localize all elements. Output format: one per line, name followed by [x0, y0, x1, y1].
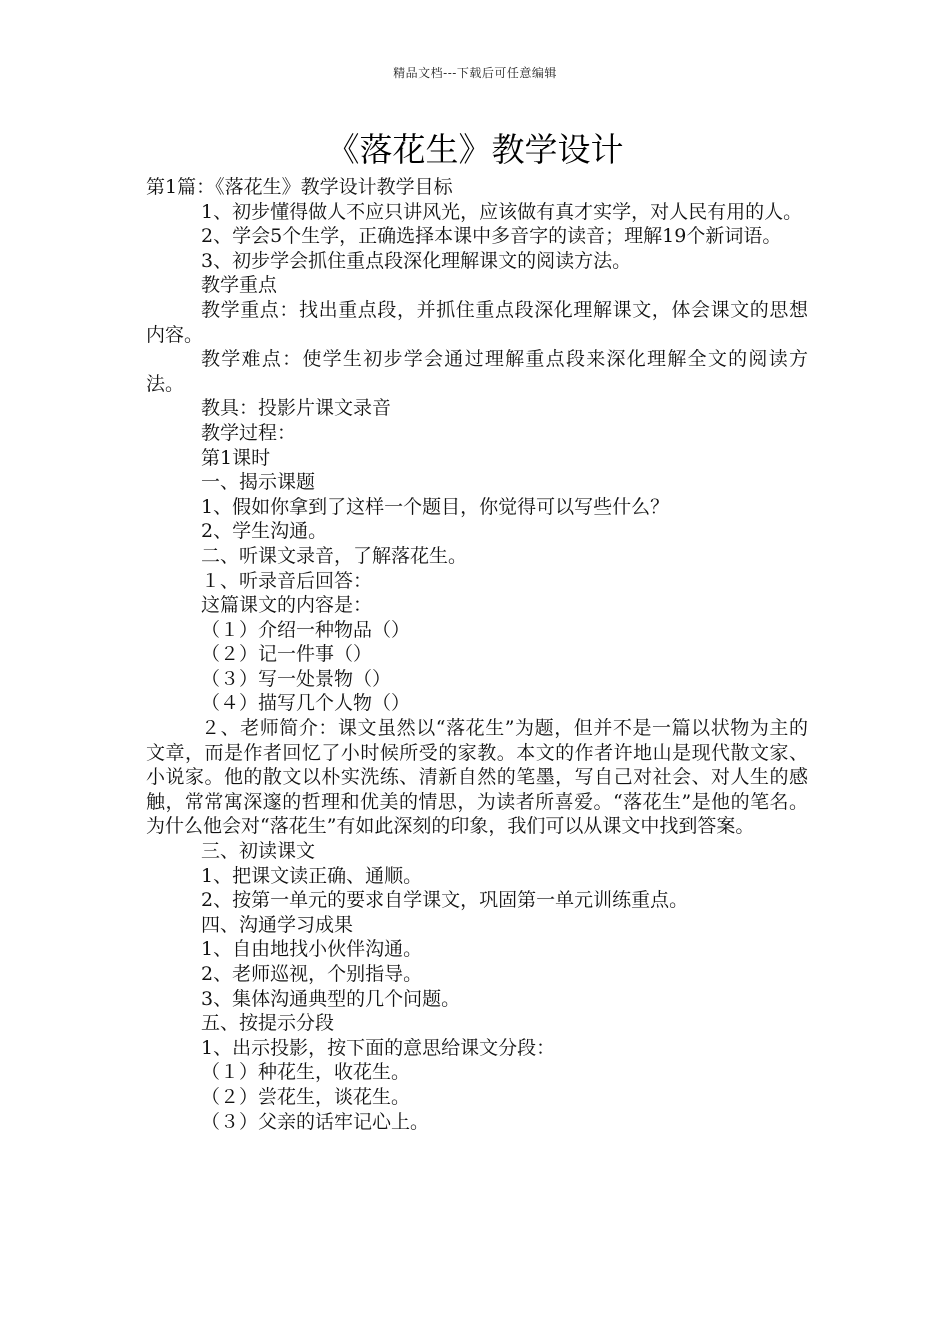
list-item: 2、老师巡视，个别指导。 — [201, 963, 423, 985]
paragraph: 第1课时 — [201, 446, 271, 469]
paragraph: 教学难点：使学生初步学会通过理解重点段来深化理解全文的阅读方法。 — [146, 348, 808, 395]
page-header: 精品文档---下载后可任意编辑 — [393, 66, 557, 80]
list-item: 1、自由地找小伙伴沟通。 — [201, 938, 423, 961]
option-item: （１）种花生，收花生。 — [201, 1061, 411, 1084]
section-heading: 第1篇：《落花生》教学设计教学目标 — [146, 176, 453, 198]
list-item: 1、出示投影，按下面的意思给课文分段： — [201, 1036, 556, 1059]
list-item: 1、假如你拿到了这样一个题目，你觉得可以写些什么？ — [201, 495, 670, 518]
subheading: 四、沟通学习成果 — [201, 913, 354, 936]
option-item: （３）写一处景物（） — [201, 667, 392, 690]
paragraph: 教学重点：找出重点段，并抓住重点段深化理解课文，体会课文的思想内容。 — [146, 298, 808, 346]
list-item: 2、学生沟通。 — [201, 520, 328, 543]
objective-item: 2、学会5个生学，正确选择本课中多音字的读音；理解19个新词语。 — [201, 225, 782, 248]
objective-item: 1、初步懂得做人不应只讲风光，应该做有真才实学，对人民有用的人。 — [201, 200, 803, 223]
paragraph: ２、老师简介：课文虽然以“落花生”为题，但并不是一篇以状物为主的文章，而是作者回忆了小时候所受的家教。本文的作者许地山是现代散文家、小说家。他的散文以朴实洗练、清新自然的笔墨，写自己对社会、对人生的感触，常常寓深邃的哲理和优美的情思，为读者所喜爱。“落花生”是他的笔名。为什么他会对“落花生”有如此深刻的印象，我们可以从课文中找到答案。 — [146, 717, 808, 838]
subheading: 五、按提示分段 — [201, 1012, 335, 1035]
option-item: （２）尝花生，谈花生。 — [201, 1085, 411, 1108]
subheading: 三、初读课文 — [201, 840, 316, 863]
objective-item: 3、初步学会抓住重点段深化理解课文的阅读方法。 — [201, 249, 632, 272]
option-item: （４）描写几个人物（） — [201, 692, 411, 715]
subheading: 一、揭示课题 — [201, 471, 316, 494]
option-item: （３）父亲的话牢记心上。 — [201, 1110, 430, 1133]
subheading: 二、听课文录音，了解落花生。 — [201, 544, 468, 567]
option-item: （１）介绍一种物品（） — [201, 618, 411, 641]
paragraph: 教学过程： — [201, 421, 297, 444]
document-title: 《落花生》教学设计 — [326, 130, 624, 169]
list-item: 1、把课文读正确、通顺。 — [201, 864, 423, 887]
list-item: 2、按第一单元的要求自学课文，巩固第一单元训练重点。 — [201, 889, 689, 912]
option-item: （２）记一件事（） — [201, 643, 373, 666]
paragraph: 教具：投影片课文录音 — [201, 397, 392, 420]
list-item: １、听录音后回答： — [201, 569, 373, 592]
list-item: 3、集体沟通典型的几个问题。 — [201, 987, 461, 1010]
paragraph: 这篇课文的内容是： — [201, 594, 373, 617]
subheading: 教学重点 — [201, 274, 278, 297]
document-body — [146, 175, 808, 1134]
